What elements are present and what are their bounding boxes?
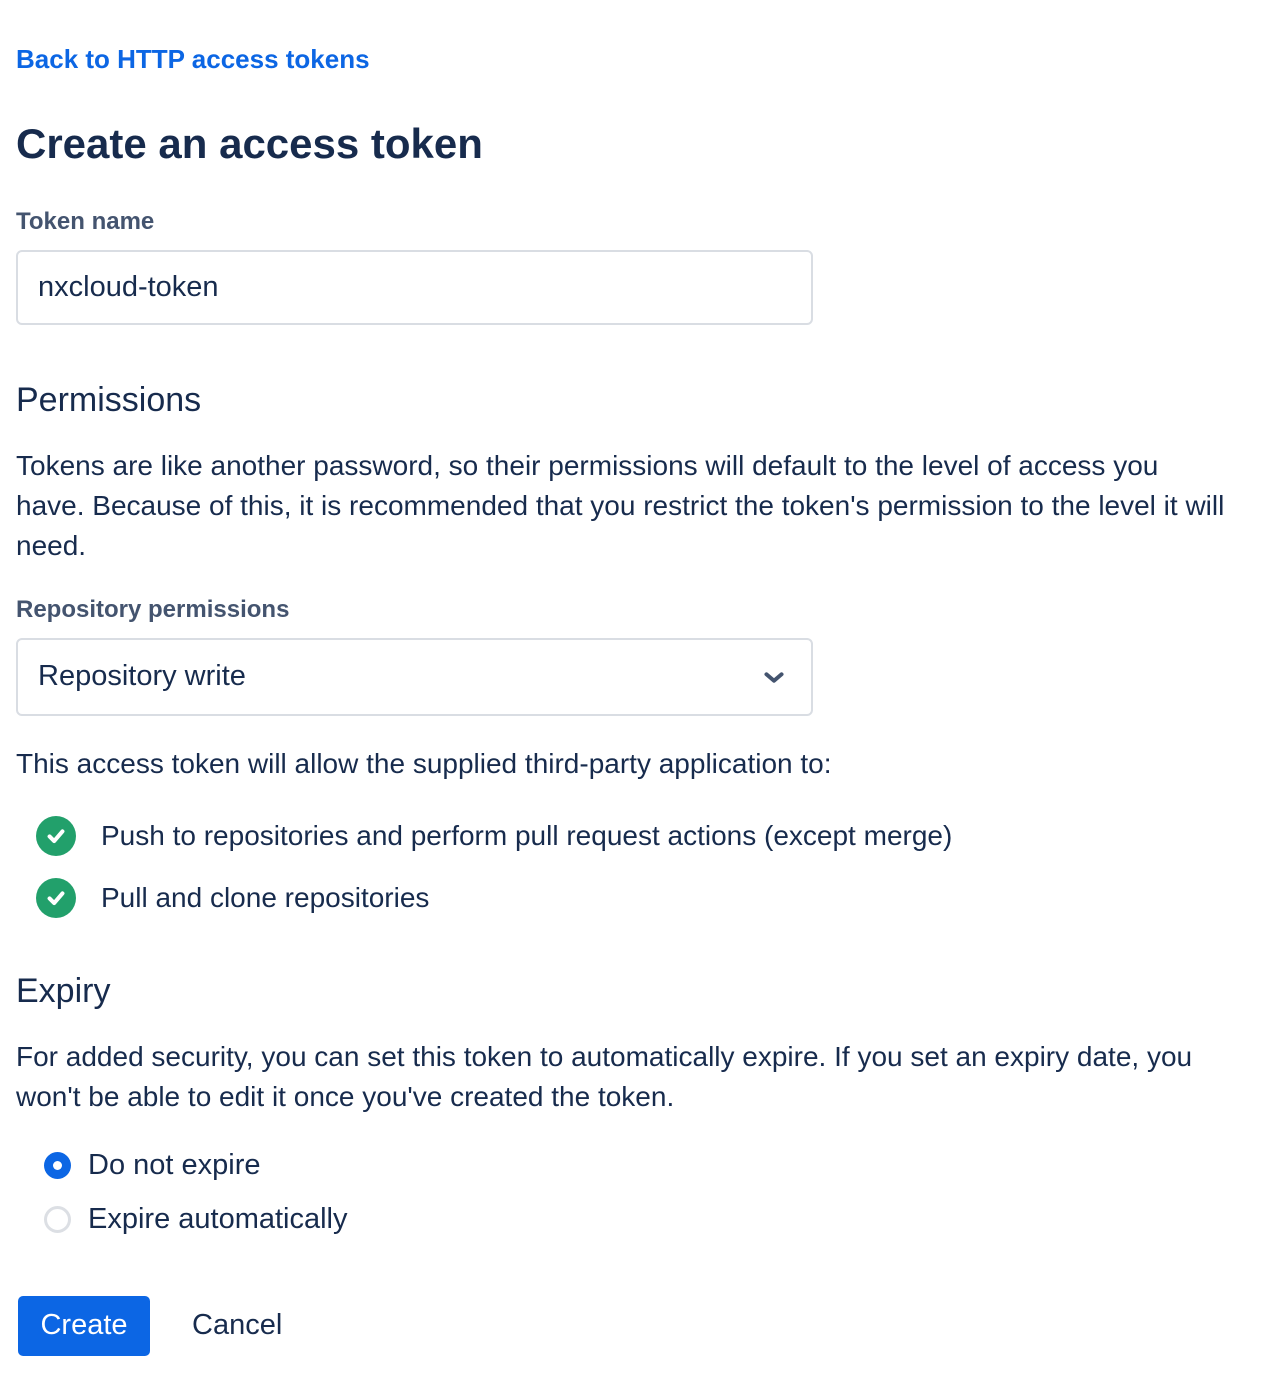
radio-label: Expire automatically bbox=[88, 1202, 348, 1235]
radio-selected-icon[interactable] bbox=[44, 1152, 71, 1179]
capability-list bbox=[16, 816, 1258, 918]
permissions-description: Tokens are like another password, so their permissions will default to the level of access you have. Because of this, it is recommended that you restrict the token's permission to the level it will need. bbox=[16, 449, 1225, 561]
back-to-http-access-tokens-link[interactable]: Back to HTTP access tokens bbox=[16, 44, 370, 74]
radio-label: Do not expire bbox=[88, 1148, 261, 1181]
cancel-button[interactable]: Cancel bbox=[192, 1309, 283, 1342]
check-circle-icon bbox=[36, 816, 76, 856]
capability-text: Push to repositories and perform pull request actions (except merge) bbox=[101, 819, 953, 851]
capability-text: Pull and clone repositories bbox=[101, 881, 430, 913]
radio-unselected-icon[interactable] bbox=[44, 1206, 71, 1233]
expiry-heading: Expiry bbox=[16, 971, 111, 1010]
repository-permissions-select[interactable] bbox=[16, 638, 813, 716]
allow-intro-text: This access token will allow the supplied third-party application to: bbox=[16, 747, 832, 779]
page-title: Create an access token bbox=[16, 119, 483, 167]
create-button[interactable]: Create bbox=[18, 1296, 150, 1356]
token-name-label: Token name bbox=[16, 207, 155, 235]
radio-option-expire-automatically[interactable] bbox=[44, 1203, 1258, 1236]
repository-permissions-selected-value: Repository write bbox=[38, 660, 246, 693]
chevron-down-icon bbox=[761, 664, 787, 690]
capability-item-push bbox=[36, 816, 1258, 856]
radio-option-do-not-expire[interactable] bbox=[44, 1149, 1258, 1182]
permissions-heading: Permissions bbox=[16, 380, 202, 419]
token-name-input[interactable] bbox=[16, 250, 813, 325]
expiry-description: For added security, you can set this token to automatically expire. If you set an expiry date, you won't be able to edit it once you've created the token. bbox=[16, 1040, 1193, 1112]
check-circle-icon bbox=[36, 878, 76, 918]
repository-permissions-label: Repository permissions bbox=[16, 595, 290, 623]
expiry-radio-group bbox=[16, 1149, 1258, 1236]
form-actions bbox=[18, 1296, 1258, 1356]
capability-item-pull bbox=[36, 878, 1258, 918]
